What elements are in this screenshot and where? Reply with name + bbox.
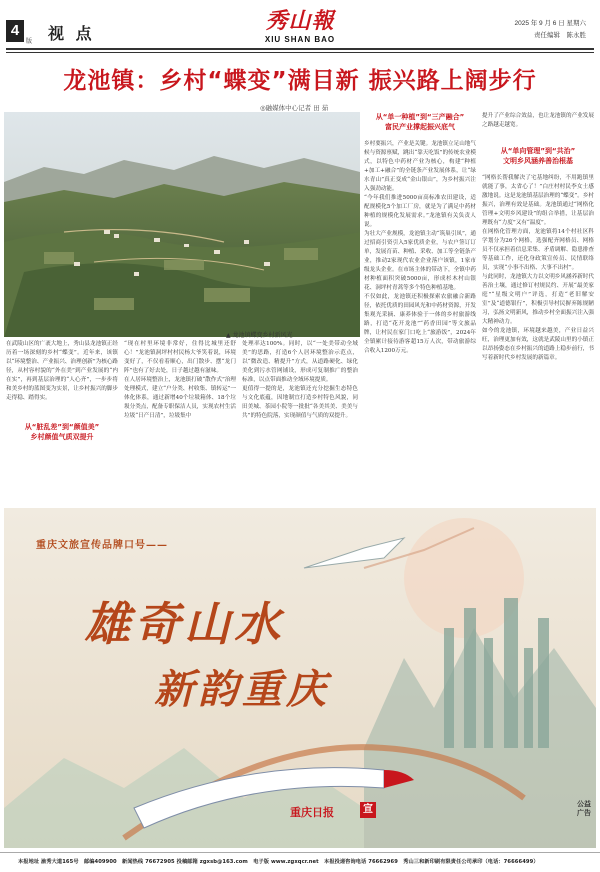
tourism-poster — [4, 508, 596, 848]
page-suffix: 版 — [26, 39, 33, 45]
poster-slogan-line2: 新韵重庆 — [154, 666, 330, 713]
header-rule — [6, 48, 594, 50]
landscape-illustration — [4, 112, 360, 337]
section-name: 视 点 — [48, 24, 95, 43]
article-column-environment-cont: 处理率达100%。同时，以“一处美带动全域美”的思路，打造6个人居环境整治示范点，以“微改造、精提升”方式，从道路硬化、绿化美化到污水管网铺设，形成可复制推广的整治标准，以点带面推动全域环境提质。 更值得一提的是，龙池镇还充分挖掘生态特色与文化底蕴，因地制宜打造乡村特色风貌，同田美城、茶园小院等一批批“各美其美、美美与共”的特色院落，实现颜值与气质的双提升。 — [242, 341, 358, 419]
article-byline: ◎融媒体中心记者 田 茹 — [260, 104, 329, 112]
article-column-governance: “网格长帮我解决了宅基地纠纷，不用跑镇里就能了事，太省心了！”白庄村村民李女士感激地说。这是龙池镇基层治理的“蝶变”。乡村振兴，治理有效是基础。龙池镇通过“网格化管理+文明乡风建设”的组合举措，让基层治理既有“力度”又有“温度”。 在网格化管理方面，龙池镇将14个村社区科学划分为26个网格，选强配齐网格员、网格员不仅承担着信息采集、矛盾调解、隐患排查等基础工作，还化身政策宣传员、民情联络员，实现“小事不出格、大事不出村”。 与此同时，龙池镇大力以文明乡风涵养新时代善治土壤，通过修订村规民约、开展“最美家庭”“星级文明户”评选，打造“老旧解安室”及“道德银行”，积极引导村民摒弃陈规陋习，弘扬文明新风，推动乡村全面振兴注入强大精神动力。 如今的龙池镇，环境越来越美，产业日益兴旺，治理更加有效，这就是武陵山里的小镇正以昂扬姿态在乡村振兴的道路上稳步前行，书写着新时代乡村发展的新篇章。 — [482, 175, 594, 361]
chongqing-daily-mark: 宣 — [360, 802, 376, 818]
newspaper-logo-pinyin: XIU SHAN BAO — [264, 35, 336, 44]
article-column-industry: 乡村要振兴，产业是关键。龙池镇立足山地气候与资源禀赋，跳出“靠天吃饭”的传统农业模式，以特色中药材产业为核心，构建“种植+加工+融合”的全链条产业发展体系，让“绿水青山”真正变成“金山银山”，为乡村振兴注入强劲动能。 “今年我们推进5000亩高标准农田建设，适配规模化5个加工厂房，就是为了满足中药材种植的规模化发展需求。”龙池镇有关负责人说。 为壮大产业规模，龙池镇主动“筑巢引凤”，通过招商引资引入5家优质企业，与农户签订订单，发展育苗、种植、采收、加工等全链条产业，推动2家现代农业企业落户该镇，1家市级龙头企业。在市场主体的带动下，全镇中药材种植面积突破5000亩，形成杉木村山银花、洞坪村青蒿等多个特色种植基地。 不仅如此，龙池镇还积极探索农旅融合新路径，依托优质的田园风光和中药材资源，开发集观光采摘、康养体验于一体的乡村旅游线路，打造“花开龙池”“药香田园”等文旅品牌，让村民在家门口吃上“旅游饭”，2024年全镇累计接待游客超15万人次，带动旅游综合收入1200万元。 — [364, 141, 476, 354]
page-header — [0, 0, 600, 48]
subheading-environment: 从“脏乱差”到“颜值美” 乡村颜值气质双提升 — [24, 423, 100, 441]
poster-slogan-line1: 雄奇山水 — [84, 597, 284, 651]
subheading-industry: 从“单一种植”到“三产融合” 富民产业撑起振兴底气 — [375, 113, 465, 131]
article-headline: 龙池镇：乡村“蝶变”满目新 振兴路上阔步行 — [63, 68, 537, 94]
chongqing-daily-logo: 重庆日报 — [290, 806, 334, 819]
editor-credit: 责任编辑 陈永胜 — [534, 32, 586, 39]
article-column-environment: “现在村里环境非常好，住得比城里还舒心！”龙池镇洞坪村村民杨大爷笑着说，环境变好了，不仅看着顺心，出门散步、摆“龙门阵”也有了好去处，日子越过越有滋味。 在人居环境整治上，龙池镇打破“散作式”治理处理模式，建立“户分类、村收集、镇转运”一体化体系，通过新增40个垃圾箱体、18个垃圾分类点，配备专职保洁人员，实现农村生活垃圾“日产日清”，垃圾集中 — [124, 341, 236, 419]
header-rule-thin — [6, 52, 594, 53]
newspaper-logo: 秀山報 — [265, 8, 335, 34]
issue-date: 2025 年 9 月 6 日 星期六 — [514, 20, 586, 27]
subheading-governance: 从“单向管理”到“共治” 文明乡风涵养善治根基 — [500, 147, 576, 165]
article-column-intro: 在武陵山区的广袤大地上，秀山县龙池镇正经历着一场深刻的乡村“蝶变”。近年来，该镇以“环境整治、产业振兴、治理创新”为核心路径，从村容村貌的“外在美”到产业发展的“内在实”，再到基层治理的“人心齐”，一步步将和美乡村的蓝图变为实景，让乡村振兴的脚步走得稳、踏得实。 — [6, 341, 118, 401]
poster-subtitle: 重庆文旅宣传品牌口号—— — [36, 540, 168, 551]
public-service-ad-label: 公益广告 — [577, 800, 591, 817]
page-footer — [0, 852, 600, 872]
article-column-industry-end: 提升了产业综合效益，也让龙池镇的产业发展之路越走越宽。 — [482, 113, 594, 128]
article-photo — [4, 112, 360, 337]
page-number: 4 — [6, 20, 24, 42]
photo-caption: ▲ 龙池镇蝶变乡村新风光 — [226, 332, 293, 339]
footer-info: 本报地址 渝秀大道165号 邮编409900 新闻热线 76672905 投稿邮箱 zgxsb@163.com 电子版 www.zgxqcr.net 本报投递咨询电话 76662969 秀山三和新印刷有限责任公司承印（电话：76666499） — [18, 859, 539, 865]
